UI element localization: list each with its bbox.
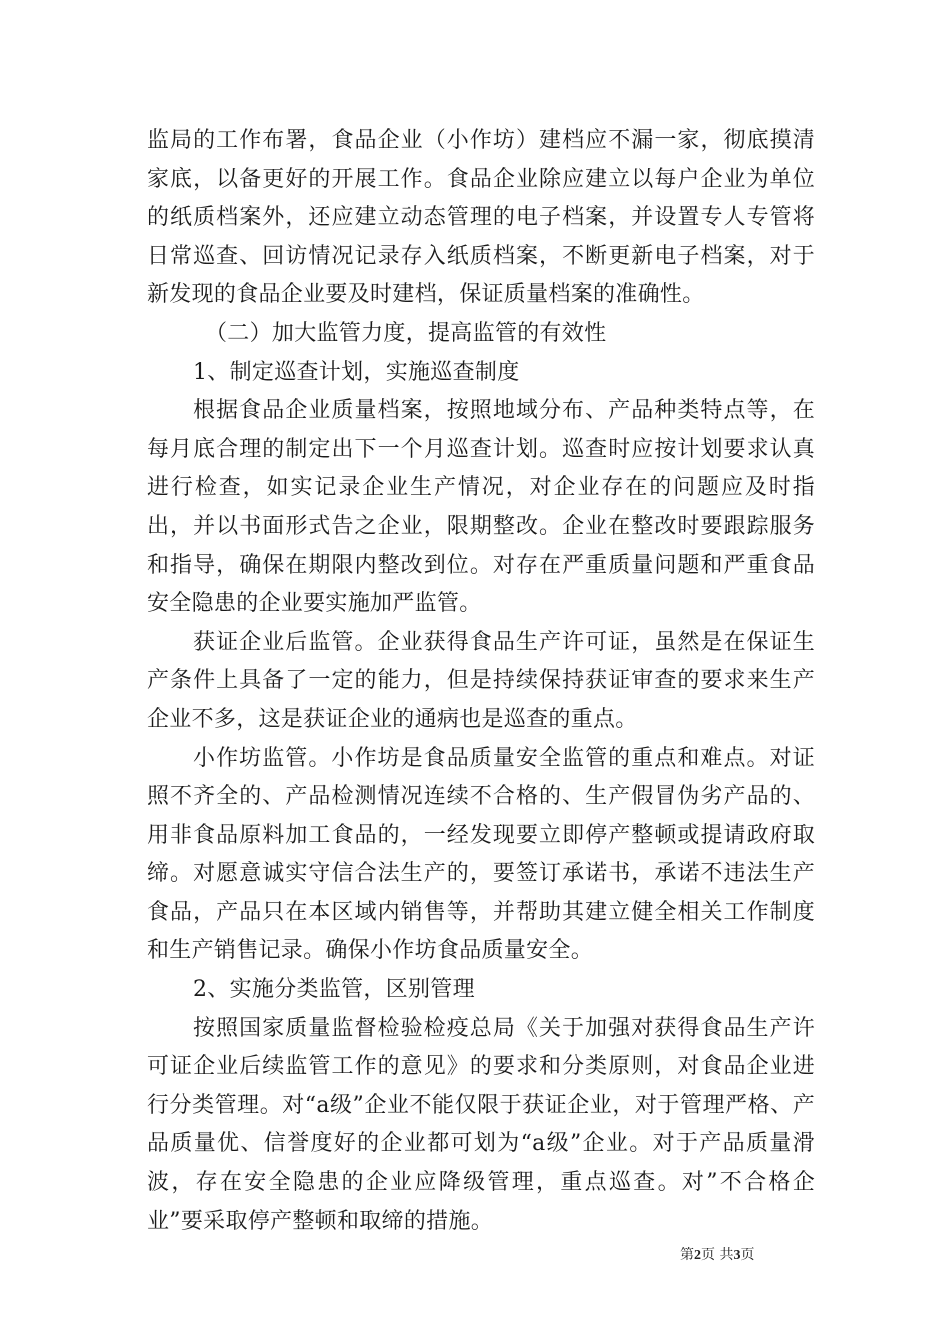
current-page-number: 2 [694, 1248, 701, 1263]
paragraph-inspection-plan: 根据食品企业质量档案，按照地域分布、产品种类特点等，在每月底合理的制定出下一个月巡查计划。巡查时应按计划要求认真进行检查，如实记录企业生产情况，对企业存在的问题应及时指出，并以书面形式告之企业，限期整改。企业在整改时要跟踪服务和指导，确保在期限内整改到位。对存在严重质量问题和严重食品安全隐患的企业要实施加严监管。 [147, 398, 815, 617]
document-body [147, 122, 815, 1241]
subheading-inspection-plan: 1、制定巡查计划，实施巡查制度 [193, 359, 520, 385]
paragraph-licensed-enterprise-supervision: 获证企业后监管。企业获得食品生产许可证，虽然是在保证生产条件上具备了一定的能力，但是持续保持获证审查的要求来生产企业不多，这是获证企业的通病也是巡查的重点。 [147, 629, 815, 732]
paragraph-classified-management: 按照国家质量监督检验检疫总局《关于加强对获得食品生产许可证企业后续监管工作的意见》的要求和分类原则，对食品企业进行分类管理。对“a级”企业不能仅限于获证企业，对于管理严格、产品质量优、信誉度好的企业都可划为“a级”企业。对于产品质量滑波，存在安全隐患的企业应降级管理，重点巡查。对”不合格企业”要采取停产整顿和取缔的措施。 [147, 1015, 815, 1234]
total-page-number: 3 [733, 1248, 741, 1263]
footer-prefix: 第 [680, 1247, 694, 1263]
footer-middle: 页 共 [701, 1247, 734, 1263]
paragraph-archive-continuation: 监局的工作布署，食品企业（小作坊）建档应不漏一家，彻底摸清家底，以备更好的开展工作。食品企业除应建立以每户企业为单位的纸质档案外，还应建立动态管理的电子档案，并设置专人专管将日常巡查、回访情况记录存入纸质档案，不断更新电子档案，对于新发现的食品企业要及时建档，保证质量档案的准确性。 [147, 128, 815, 308]
footer-suffix: 页 [740, 1247, 755, 1263]
section-heading-strengthen-supervision: （二）加大监管力度，提高监管的有效性 [205, 320, 607, 346]
subheading-classified-supervision: 2、实施分类监管，区别管理 [193, 977, 475, 1003]
paragraph-workshop-supervision: 小作坊监管。小作坊是食品质量安全监管的重点和难点。对证照不齐全的、产品检测情况连续不合格的、生产假冒伪劣产品的、用非食品原料加工食品的，一经发现要立即停产整顿或提请政府取缔。对愿意诚实守信合法生产的，要签订承诺书，承诺不违法生产食品，产品只在本区域内销售等，并帮助其建立健全相关工作制度和生产销售记录。确保小作坊食品质量安全。 [147, 745, 815, 964]
page-number-footer [680, 1244, 754, 1264]
